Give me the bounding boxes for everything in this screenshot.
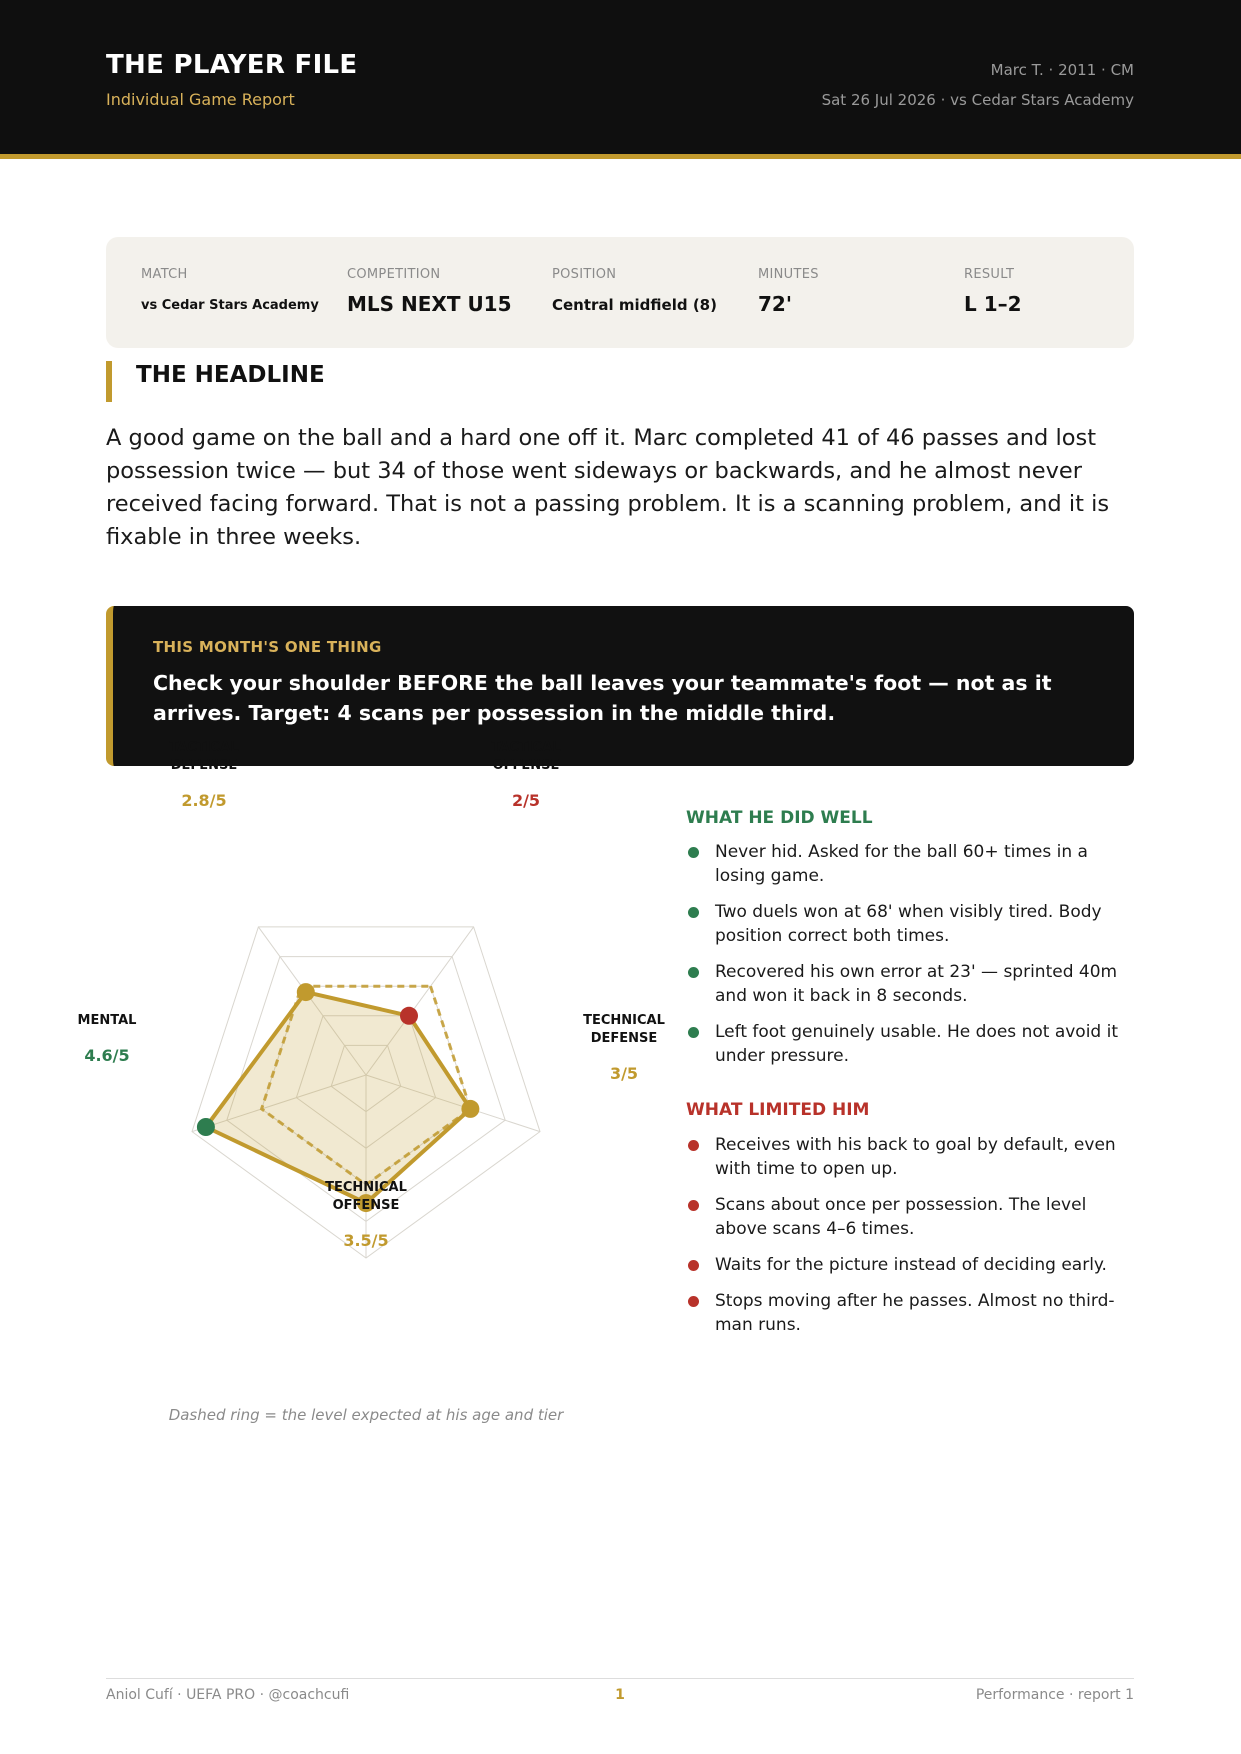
- one-thing-label: THIS MONTH'S ONE THING: [153, 638, 382, 656]
- match-info-card: [106, 237, 1134, 348]
- limited-title: WHAT LIMITED HIM: [686, 1100, 870, 1120]
- radar-player-area: [206, 992, 471, 1203]
- page-number: 1: [615, 1687, 625, 1703]
- did-well-item: [686, 840, 1136, 888]
- green-bullet-icon: [688, 847, 699, 858]
- competition-label: COMPETITION: [347, 267, 441, 282]
- match-label: MATCH: [141, 267, 188, 282]
- position-value: Central midfield (8): [552, 296, 717, 314]
- position-cell: [552, 267, 717, 314]
- limited-text: Waits for the picture instead of deciding early.: [715, 1255, 1107, 1275]
- match-cell: [141, 267, 319, 313]
- radar-caption: Dashed ring = the level expected at his age and tier: [168, 1406, 564, 1424]
- radar-axis-label: DEFENSE: [590, 1031, 658, 1046]
- radar-axis-label: TACTICAL: [491, 740, 561, 755]
- headline-accent-bar: [106, 361, 112, 402]
- report-header: [0, 0, 1241, 159]
- radar-axis-label: TECHNICAL: [583, 1013, 665, 1028]
- radar-axis-label: DEFENSE: [170, 758, 238, 773]
- green-bullet-icon: [688, 967, 699, 978]
- red-bullet-icon: [688, 1140, 699, 1151]
- limited-list: [686, 1133, 1136, 1349]
- headline-text: A good game on the ball and a hard one off it. Marc completed 41 of 46 passes and lost possession twice — but 34 of those went sideways or backwards, and he almost never received facing forward. That is not a passing problem. It is a scanning problem, and it is fixable in three weeks.: [106, 425, 1110, 550]
- radar-axis-label: OFFENSE: [492, 758, 560, 773]
- report-subtitle: Individual Game Report: [106, 90, 295, 109]
- radar-value-label: 3.5/5: [343, 1231, 389, 1250]
- radar-point: [297, 983, 315, 1001]
- green-bullet-icon: [688, 907, 699, 918]
- minutes-value: 72': [758, 292, 792, 316]
- one-thing-callout: [106, 606, 1134, 766]
- did-well-item: [686, 900, 1136, 948]
- red-bullet-icon: [688, 1200, 699, 1211]
- did-well-text: Never hid. Asked for the ball 60+ times in a losing game.: [715, 842, 1088, 886]
- radar-value-label: 2.8/5: [181, 791, 227, 810]
- red-bullet-icon: [688, 1260, 699, 1271]
- did-well-list: [686, 840, 1136, 1080]
- did-well-text: Two duels won at 68' when visibly tired. Body position correct both times.: [715, 902, 1102, 946]
- radar-value-label: 2/5: [511, 791, 541, 810]
- competition-cell: [347, 267, 512, 316]
- footer-author: Aniol Cufí · UEFA PRO · @coachcufi: [106, 1687, 350, 1703]
- match-meta: Sat 26 Jul 2026 · vs Cedar Stars Academy: [821, 91, 1134, 109]
- headline-title: THE HEADLINE: [136, 362, 325, 388]
- radar-axis-label: TACTICAL: [169, 740, 239, 755]
- radar-point: [461, 1100, 479, 1118]
- footer-report-label: Performance · report 1: [975, 1687, 1134, 1703]
- radar-value-label: 4.6/5: [84, 1046, 130, 1065]
- radar-chart: [60, 740, 680, 1440]
- limited-text: Scans about once per possession. The level above scans 4–6 times.: [715, 1195, 1087, 1239]
- result-cell: [964, 267, 1022, 316]
- minutes-label: MINUTES: [758, 267, 819, 282]
- limited-item: [686, 1133, 1136, 1181]
- one-thing-text: Check your shoulder BEFORE the ball leaves your teammate's foot — not as it arrives. Target: 4 scans per possession in the middle third.: [153, 671, 1052, 725]
- minutes-cell: [758, 267, 819, 316]
- radar-point: [197, 1118, 215, 1136]
- player-meta: Marc T. · 2011 · CM: [990, 61, 1134, 79]
- green-bullet-icon: [688, 1027, 699, 1038]
- red-bullet-icon: [688, 1296, 699, 1307]
- radar-point: [400, 1007, 418, 1025]
- radar-value-label: 3/5: [609, 1064, 639, 1083]
- report-title: THE PLAYER FILE: [106, 50, 358, 80]
- result-label: RESULT: [964, 267, 1015, 282]
- did-well-text: Recovered his own error at 23' — sprinted 40m and won it back in 8 seconds.: [715, 962, 1118, 1006]
- radar-axis-label: TECHNICAL: [325, 1180, 407, 1195]
- did-well-title: WHAT HE DID WELL: [686, 808, 873, 828]
- did-well-item: [686, 960, 1136, 1008]
- position-label: POSITION: [552, 267, 617, 282]
- match-value: vs Cedar Stars Academy: [141, 298, 319, 313]
- did-well-item: [686, 1020, 1136, 1068]
- result-value: L 1–2: [964, 292, 1022, 316]
- limited-item: [686, 1289, 1136, 1337]
- limited-item: [686, 1253, 1136, 1277]
- limited-text: Receives with his back to goal by default, even with time to open up.: [715, 1135, 1116, 1179]
- radar-axis-label: OFFENSE: [332, 1198, 400, 1213]
- competition-value: MLS NEXT U15: [347, 292, 512, 316]
- did-well-text: Left foot genuinely usable. He does not avoid it under pressure.: [715, 1022, 1119, 1066]
- radar-axis-label: MENTAL: [77, 1013, 137, 1028]
- limited-text: Stops moving after he passes. Almost no third-man runs.: [715, 1291, 1115, 1335]
- limited-item: [686, 1193, 1136, 1241]
- footer-divider: [106, 1678, 1134, 1679]
